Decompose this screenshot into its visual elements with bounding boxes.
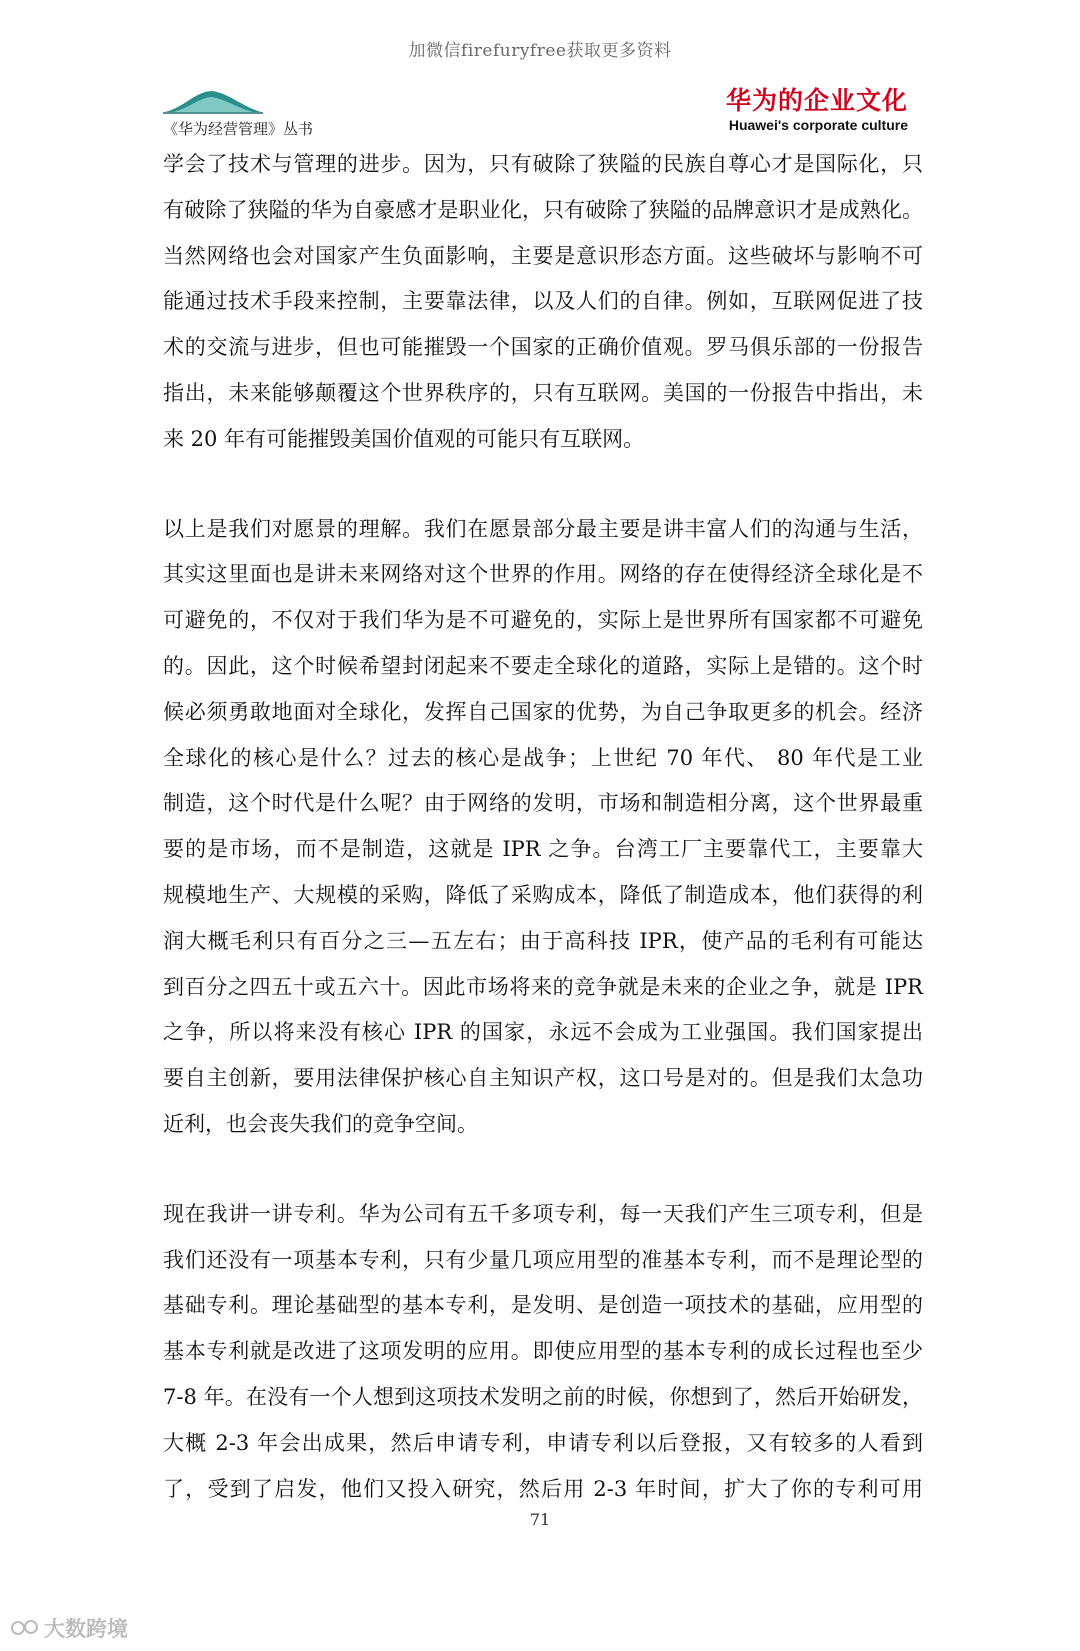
document-body (163, 142, 923, 1556)
series-title: 《华为经营管理》丛书 (163, 120, 314, 138)
brand-title-cn: 华为的企业文化 (725, 86, 908, 115)
series-header (163, 88, 363, 139)
text-line: 规模地生产、大规模的采购，降低了采购成本，降低了制造成本，他们获得的利 (163, 882, 923, 907)
bubble-logo-icon (10, 1618, 40, 1638)
brand-header (726, 86, 908, 134)
text-line: 基础专利。理论基础型的基本专利，是发明、是创造一项技术的基础，应用型的 (163, 1293, 923, 1318)
text-line: 近利，也会丧失我们的竞争空间。 (163, 1111, 478, 1136)
text-line: 大概 2-3 年会出成果，然后申请专利，申请专利以后登报，又有较多的人看到 (163, 1430, 923, 1455)
text-line: 7-8 年。在没有一个人想到这项技术发明之前的时候，你想到了，然后开始研发， (163, 1384, 923, 1409)
text-line: 现在我讲一讲专利。华为公司有五千多项专利，每一天我们产生三项专利，但是 (163, 1201, 923, 1226)
text-line: 能通过技术手段来控制，主要靠法律，以及人们的自律。例如，互联网促进了技 (163, 289, 923, 314)
text-line: 之争，所以将来没有核心 IPR 的国家，永远不会成为工业强国。我们国家提出 (163, 1020, 923, 1045)
top-watermark: 加微信firefuryfree获取更多资料 (408, 41, 672, 61)
text-line: 来 20 年有可能摧毁美国价值观的可能只有互联网。 (163, 426, 645, 451)
paragraph (163, 1192, 923, 1513)
brand-title-en: Huawei's corporate culture (728, 117, 908, 133)
paragraph (163, 507, 923, 1148)
mountain-logo-icon (163, 88, 263, 114)
page-number: 71 (529, 1510, 551, 1529)
text-line: 学会了技术与管理的进步。因为，只有破除了狭隘的民族自尊心才是国际化，只 (163, 152, 923, 176)
bottom-watermark (10, 1613, 128, 1643)
text-line: 有破除了狭隘的华为自豪感才是职业化，只有破除了狭隘的品牌意识才是成熟化。 (163, 197, 923, 222)
text-line: 了，受到了启发，他们又投入研究，然后用 2-3 年时间，扩大了你的专利可用 (163, 1476, 923, 1501)
text-line: 我们还没有一项基本专利，只有少量几项应用型的准基本专利，而不是理论型的 (163, 1247, 923, 1272)
text-line: 要的是市场，而不是制造，这就是 IPR 之争。台湾工厂主要靠代工，主要靠大 (163, 837, 923, 862)
text-line: 其实这里面也是讲未来网络对这个世界的作用。网络的存在使得经济全球化是不 (163, 562, 923, 587)
text-line: 基本专利就是改进了这项发明的应用。即使应用型的基本专利的成长过程也至少 (163, 1339, 923, 1364)
paragraph (163, 142, 923, 463)
text-line: 的。因此，这个时候希望封闭起来不要走全球化的道路，实际上是错的。这个时 (163, 653, 923, 678)
text-line: 制造，这个时代是什么呢？由于网络的发明，市场和制造相分离，这个世界最重 (163, 791, 923, 816)
text-line: 术的交流与进步，但也可能摧毁一个国家的正确价值观。罗马俱乐部的一份报告 (163, 335, 923, 360)
bottom-watermark-text: 大数跨境 (44, 1617, 128, 1641)
text-line: 要自主创新，要用法律保护核心自主知识产权，这口号是对的。但是我们太急功 (163, 1066, 923, 1091)
text-line: 全球化的核心是什么？过去的核心是战争；上世纪 70 年代、 80 年代是工业 (163, 745, 923, 770)
text-line: 润大概毛利只有百分之三—五左右；由于高科技 IPR，使产品的毛利有可能达 (163, 928, 923, 953)
text-line: 当然网络也会对国家产生负面影响，主要是意识形态方面。这些破坏与影响不可 (163, 243, 923, 268)
text-line: 候必须勇敢地面对全球化，发挥自己国家的优势，为自己争取更多的机会。经济 (163, 699, 923, 724)
text-line: 到百分之四五十或五六十。因此市场将来的竞争就是未来的企业之争，就是 IPR (163, 974, 923, 999)
text-line: 指出，未来能够颠覆这个世界秩序的，只有互联网。美国的一份报告中指出，未 (163, 380, 923, 405)
text-line: 以上是我们对愿景的理解。我们在愿景部分最主要是讲丰富人们的沟通与生活， (163, 516, 923, 541)
text-line: 可避免的，不仅对于我们华为是不可避免的，实际上是世界所有国家都不可避免 (163, 608, 923, 633)
